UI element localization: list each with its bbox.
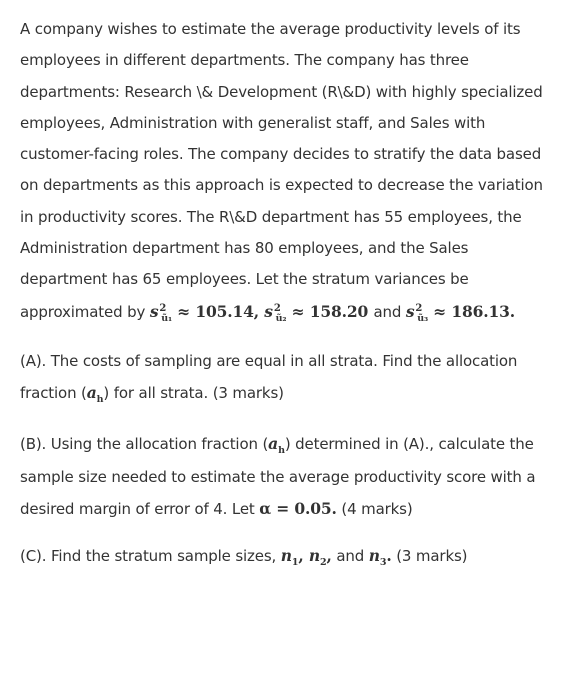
part-c-n2-sub: 2 (320, 557, 327, 569)
problem-intro-text: A company wishes to estimate the average productivity levels of its employees in different departments. The company has three departments: Research \& Development (R\&D) with highly specialized employees, Administration with generalist staff, and Sales with customer-facing roles. The company decides to stratify the data based on departments as this approach is expected to decrease the variation in productivity scores. The R\&D department has 55 employees, the Administration department has 80 employees, and the Sales department has 65 employees. Let the stratum variances be approximated by (20, 20, 543, 321)
part-a-text-2: ) for all strata. (3 marks) (103, 384, 284, 403)
part-b-math (268, 433, 285, 456)
variance-s2-sup: 2 (273, 302, 281, 314)
part-c (20, 540, 553, 574)
variance-value-3: ≈ 186.13. (433, 301, 516, 321)
part-b-math-a: a (268, 433, 279, 453)
part-b-text-2: ) determined in (A)., calculate the sample size needed to estimate the average productivity score with a desired margin of error of 4. Let (20, 434, 536, 519)
part-c-math: $n_1$, $n_2$, (280, 546, 332, 569)
part-b (20, 428, 553, 526)
variance-s1-sub: ũ₁ (161, 312, 172, 324)
part-c-n2: n (308, 546, 320, 566)
variance-s1-sup: 2 (159, 302, 167, 314)
part-c-text-1: (C). Find the stratum sample sizes, (20, 547, 277, 566)
variance-formula (149, 301, 374, 324)
problem-statement (20, 14, 553, 330)
part-c-n1: n (280, 546, 292, 566)
variance-formula-3 (405, 301, 516, 324)
part-a (20, 346, 553, 412)
part-a-text-1: (A). The costs of sampling are equal in all strata. Find the allocation fraction ( (20, 351, 518, 403)
part-a-math-sub: h (96, 394, 104, 406)
variance-and: and (373, 302, 402, 321)
variance-s3: s (405, 301, 415, 321)
variance-s2-sub: ũ₂ (275, 312, 287, 324)
part-b-text-1: (B). Using the allocation fraction ( (20, 434, 269, 453)
variance-value-1: ≈ 105.14, (177, 301, 259, 321)
part-a-math-a: a (86, 383, 97, 403)
part-b-text-3: (4 marks) (341, 500, 413, 519)
variance-value-2: ≈ 158.20 (291, 301, 369, 321)
variance-s2: s (264, 301, 273, 321)
variance-s1: s (149, 301, 159, 321)
part-b-math-sub: h (278, 444, 285, 456)
part-a-math (86, 383, 104, 406)
part-c-n3: n (368, 546, 380, 566)
variance-s3-sub: ũ₃ (417, 312, 429, 324)
part-c-math-3: $n_3$. (368, 546, 392, 569)
part-c-n3-sub: 3 (379, 557, 387, 569)
part-c-text-2: (3 marks) (396, 547, 468, 566)
part-c-and: and (336, 547, 365, 566)
part-c-n1-sub: 1 (291, 557, 299, 569)
part-b-alpha: α = 0.05. (259, 499, 337, 519)
variance-s3-sup: 2 (415, 302, 423, 314)
